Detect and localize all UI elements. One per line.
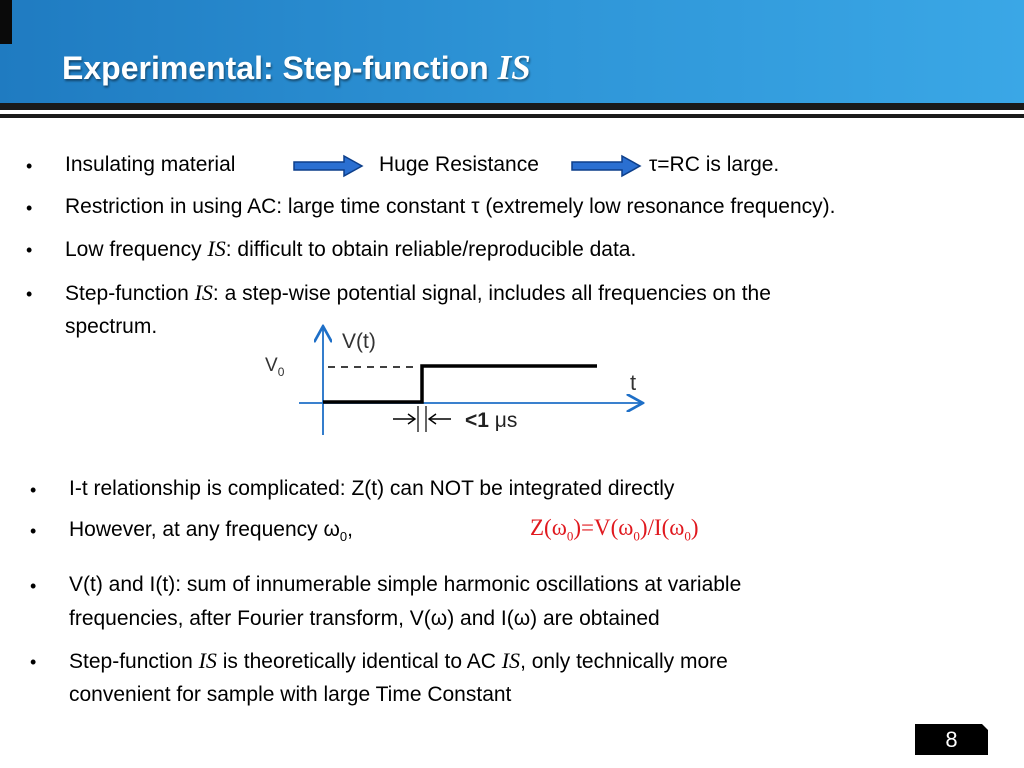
formula-part: ) [690, 515, 699, 540]
x-axis-label: t [630, 370, 637, 395]
bullet-4-italic: IS [194, 280, 213, 305]
formula-part: )=V(ω [573, 515, 634, 540]
step-function-diagram [255, 320, 655, 440]
corner-marker [0, 0, 12, 44]
bullet-6-sub: 0 [339, 529, 348, 545]
formula-sub: 0 [633, 528, 640, 544]
bullet-dot: • [26, 198, 33, 218]
bullet-dot: • [30, 652, 37, 672]
bullet-dot: • [26, 284, 33, 304]
bullet-dot: • [30, 480, 37, 500]
bullet-dot: • [26, 240, 33, 260]
bullet-3 [65, 232, 636, 266]
page-number: 8 [915, 724, 988, 755]
bullet-dot: • [26, 156, 33, 176]
bullet-8-line2: convenient for sample with large Time Constant [69, 683, 512, 706]
formula-part: )/I(ω [639, 515, 685, 540]
bullet-2: Restriction in using AC: large time constant τ (extremely low resonance frequency). [65, 195, 836, 218]
bullet-4 [65, 276, 771, 310]
right-arrow-icon [570, 154, 642, 178]
v0-label-main: V [265, 355, 278, 376]
bullet-3-pre: Low frequency [65, 238, 208, 261]
bullet-7-line2: frequencies, after Fourier transform, V(ω) and I(ω) are obtained [69, 607, 660, 630]
formula-sub: 0 [684, 528, 691, 544]
bullet-4-pre: Step-function [65, 282, 195, 305]
bullet-8-pre: Step-function [69, 650, 199, 673]
pulse-width-unit: μs [488, 409, 518, 432]
title-italic: IS [497, 48, 531, 87]
bullet-6-pre: However, at any frequency ω [69, 518, 340, 541]
bullet-4-line2: spectrum. [65, 315, 158, 338]
bullet-1-part2: Huge Resistance [379, 153, 539, 176]
bullet-3-italic: IS [207, 236, 226, 261]
bullet-6-post: , [347, 518, 353, 541]
bullet-5: I-t relationship is complicated: Z(t) can NOT be integrated directly [69, 477, 675, 500]
bullet-8-italic: IS [501, 648, 521, 673]
title-underline-thin [0, 114, 1024, 118]
bullet-4-post: : a step-wise potential signal, includes all frequencies on the [212, 282, 771, 305]
bullet-7-line1: V(t) and I(t): sum of innumerable simple harmonic oscillations at variable [69, 573, 742, 596]
slide-title [62, 48, 531, 88]
bullet-8-mid: is theoretically identical to AC [216, 650, 502, 673]
impedance-formula [530, 515, 699, 545]
bullet-8-post: , only technically more [520, 650, 728, 673]
formula-sub: 0 [566, 528, 574, 544]
bullet-8-italic: IS [198, 648, 217, 673]
bullet-6 [69, 513, 353, 553]
pulse-width-label [465, 409, 517, 432]
formula-part: Z(ω [530, 515, 567, 540]
pulse-width-value: <1 [465, 409, 489, 432]
step-signal [323, 366, 597, 402]
bullet-1-part1: Insulating material [65, 153, 236, 176]
title-text: Experimental: Step-function [62, 50, 498, 86]
bullet-3-post: : difficult to obtain reliable/reproducible data. [225, 238, 637, 261]
title-underline-thick [0, 103, 1024, 110]
bullet-8 [69, 644, 728, 678]
bullet-1-part3: τ=RC is large. [649, 153, 780, 176]
v0-label-sub: 0 [277, 365, 285, 379]
bullet-dot: • [30, 521, 37, 541]
right-arrow-icon [292, 154, 364, 178]
v0-label [265, 355, 285, 379]
bullet-dot: • [30, 576, 37, 596]
y-axis-label: V(t) [342, 330, 376, 353]
